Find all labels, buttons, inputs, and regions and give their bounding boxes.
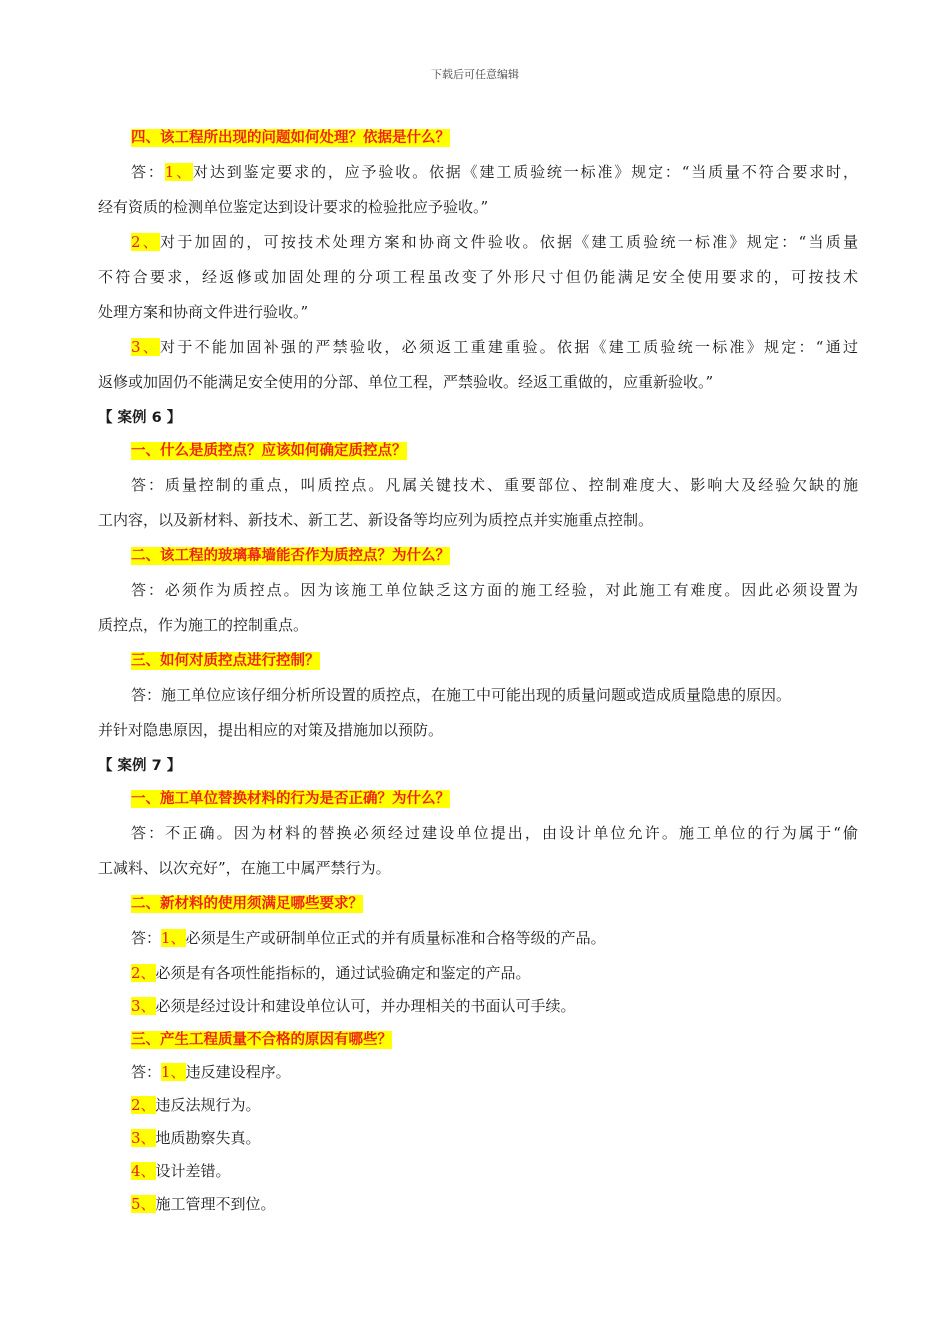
answer-line xyxy=(98,682,858,717)
answer-line xyxy=(98,1059,858,1092)
answer-text: 对于不能加固补强的严禁验收，必须返工重建重验。依据《建工质验统一标准》规定：“通过 xyxy=(160,338,858,356)
question-line xyxy=(98,437,858,472)
answer-text: 返修或加固仍不能满足安全使用的分部、单位工程，严禁验收。经返工重做的，应重新验收。” xyxy=(98,373,714,391)
answer-text: 答：施工单位应该仔细分析所设置的质控点，在施工中可能出现的质量问题或造成质量隐患的原因。 xyxy=(131,686,792,704)
answer-text: 工减料、以次充好”，在施工中属严禁行为。 xyxy=(98,859,391,877)
answer-text: 并针对隐患原因，提出相应的对策及措施加以预防。 xyxy=(98,721,444,739)
question-line xyxy=(98,542,858,577)
question-heading: 四、该工程所出现的问题如何处理？依据是什么？ xyxy=(131,130,450,146)
document-body xyxy=(98,124,858,1224)
answer-text: 必须是有各项性能指标的，通过试验确定和鉴定的产品。 xyxy=(155,964,531,982)
answer-prefix: 答： xyxy=(131,163,165,181)
answer-text: 地质勘察失真。 xyxy=(155,1129,261,1147)
item-number: 2、 xyxy=(131,1096,156,1114)
answer-text: 处理方案和协商文件进行验收。” xyxy=(98,303,309,321)
answer-line xyxy=(98,159,858,194)
page-header: 下载后可任意编辑 xyxy=(431,68,519,81)
answer-line xyxy=(98,194,858,229)
answer-line xyxy=(98,1092,858,1125)
item-number: 1、 xyxy=(161,929,186,947)
item-number: 1、 xyxy=(161,1063,186,1081)
question-heading: 一、什么是质控点？应该如何确定质控点？ xyxy=(131,443,407,459)
answer-line xyxy=(98,264,858,299)
item-number: 3、 xyxy=(131,997,156,1015)
answer-line xyxy=(98,229,858,264)
case-title-line xyxy=(98,404,858,437)
item-number: 3、 xyxy=(131,1129,156,1147)
question-line xyxy=(98,1026,858,1059)
item-number: 3、 xyxy=(131,338,161,356)
answer-text: 质控点，作为施工的控制重点。 xyxy=(98,616,309,634)
item-number: 2、 xyxy=(131,233,161,251)
answer-line xyxy=(98,1125,858,1158)
answer-text: 必须是经过设计和建设单位认可，并办理相关的书面认可手续。 xyxy=(155,997,576,1015)
answer-line xyxy=(98,925,858,960)
question-line xyxy=(98,890,858,925)
question-heading: 二、新材料的使用须满足哪些要求？ xyxy=(131,896,363,912)
answer-text: 答：质量控制的重点，叫质控点。凡属关键技术、重要部位、控制难度大、影响大及经验欠缺的施 xyxy=(131,476,858,494)
case-title: 【 案例 6 】 xyxy=(98,410,182,426)
answer-text: 对于加固的，可按技术处理方案和协商文件验收。依据《建工质验统一标准》规定：“当质量 xyxy=(160,233,858,251)
case-title: 【 案例 7 】 xyxy=(98,758,182,774)
item-number: 4、 xyxy=(131,1162,156,1180)
question-line xyxy=(98,785,858,820)
answer-line xyxy=(98,960,858,993)
answer-line xyxy=(98,855,858,890)
answer-text: 不符合要求，经返修或加固处理的分项工程虽改变了外形尺寸但仍能满足安全使用要求的，可按技术 xyxy=(98,268,858,286)
answer-text: 必须是生产或研制单位正式的并有质量标准和合格等级的产品。 xyxy=(185,929,606,947)
question-heading: 一、施工单位替换材料的行为是否正确？为什么？ xyxy=(131,791,450,807)
item-number: 5、 xyxy=(131,1195,156,1213)
answer-line xyxy=(98,472,858,507)
answer-text: 设计差错。 xyxy=(155,1162,231,1180)
answer-line xyxy=(98,369,858,404)
answer-text: 施工管理不到位。 xyxy=(155,1195,276,1213)
answer-prefix: 答： xyxy=(131,929,162,947)
question-heading: 三、产生工程质量不合格的原因有哪些？ xyxy=(131,1032,392,1048)
answer-prefix: 答： xyxy=(131,1063,162,1081)
answer-text: 对达到鉴定要求的，应予验收。依据《建工质验统一标准》规定：“当质量不符合要求时， xyxy=(192,163,858,181)
answer-text: 答：不正确。因为材料的替换必须经过建设单位提出，由设计单位允许。施工单位的行为属于“偷 xyxy=(131,824,858,842)
question-heading: 三、如何对质控点进行控制？ xyxy=(131,653,320,669)
answer-line xyxy=(98,993,858,1026)
answer-text: 经有资质的检测单位鉴定达到设计要求的检验批应予验收。” xyxy=(98,198,489,216)
item-number: 2、 xyxy=(131,964,156,982)
case-title-line xyxy=(98,752,858,785)
answer-line xyxy=(98,299,858,334)
answer-line xyxy=(98,1191,858,1224)
item-number: 1、 xyxy=(164,163,193,181)
answer-text: 工内容，以及新材料、新技术、新工艺、新设备等均应列为质控点并实施重点控制。 xyxy=(98,511,654,529)
answer-line xyxy=(98,820,858,855)
answer-line xyxy=(98,612,858,647)
answer-line xyxy=(98,334,858,369)
question-heading: 二、该工程的玻璃幕墙能否作为质控点？为什么？ xyxy=(131,548,450,564)
answer-line xyxy=(98,577,858,612)
question-line xyxy=(98,124,858,159)
answer-line xyxy=(98,507,858,542)
answer-line xyxy=(98,1158,858,1191)
answer-line xyxy=(98,717,858,752)
answer-text: 答：必须作为质控点。因为该施工单位缺乏这方面的施工经验，对此施工有难度。因此必须设置为 xyxy=(131,581,858,599)
answer-text: 违反法规行为。 xyxy=(155,1096,261,1114)
answer-text: 违反建设程序。 xyxy=(185,1063,291,1081)
question-line xyxy=(98,647,858,682)
